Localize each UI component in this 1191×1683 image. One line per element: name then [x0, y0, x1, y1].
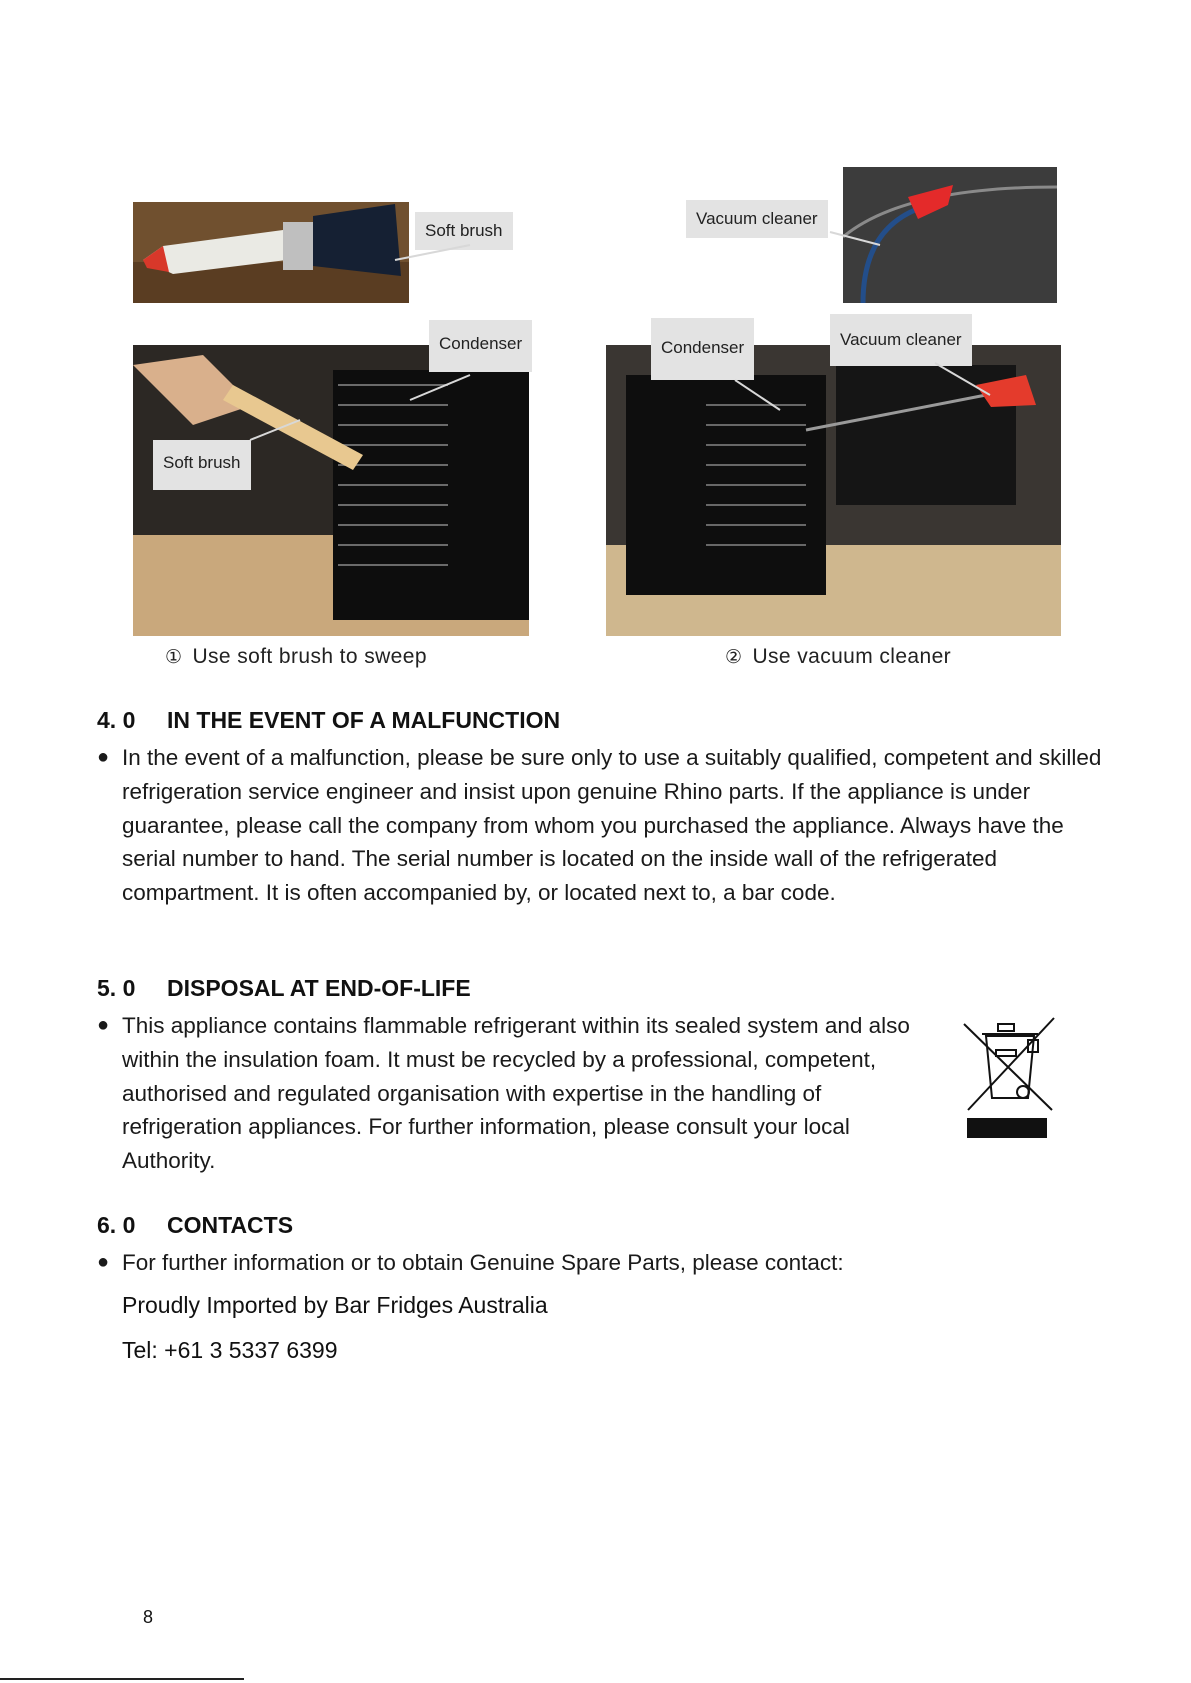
bullet-icon: ●: [97, 1014, 110, 1036]
section-title: IN THE EVENT OF A MALFUNCTION: [167, 707, 561, 733]
contacts-text: For further information or to obtain Genuine Spare Parts, please contact:: [122, 1250, 844, 1275]
section-title: CONTACTS: [167, 1212, 294, 1238]
caption-number-1: ①: [165, 646, 183, 668]
disposal-paragraph: [97, 1009, 937, 1178]
condenser-callout-left: Condenser: [429, 320, 532, 372]
contacts-paragraph: [97, 1246, 1097, 1280]
brush-condenser-photo: [133, 345, 529, 636]
soft-brush-callout-left: Soft brush: [153, 440, 251, 490]
vacuum-condenser-illustration: [606, 345, 1061, 636]
caption-number-2: ②: [725, 646, 743, 668]
vacuum-cleaner-callout-right: Vacuum cleaner: [830, 314, 972, 366]
soft-brush-illustration: [133, 202, 409, 303]
section-number: 6. 0: [97, 1212, 136, 1238]
crossed-out-wheelie-bin-icon: [962, 1014, 1058, 1138]
caption-soft-brush: [165, 645, 427, 669]
soft-brush-callout: Soft brush: [415, 212, 513, 250]
section-heading-malfunction: [97, 707, 560, 734]
bullet-icon: ●: [97, 1251, 110, 1273]
section-number: 5. 0: [97, 975, 136, 1001]
footer-rule: [0, 1678, 244, 1680]
section-number: 4. 0: [97, 707, 136, 733]
disposal-text: This appliance contains flammable refrigerant within its sealed system and also within the insulation foam. It must be recycled by a professional, competent, authorised and regulated organisation with expertise in the handling of refrigeration appliances. For further information, please consult your local Authority.: [122, 1013, 910, 1174]
bullet-icon: ●: [97, 746, 110, 768]
section-heading-disposal: [97, 975, 471, 1002]
soft-brush-photo: [133, 202, 409, 303]
vacuum-cleaner-photo: [843, 167, 1057, 303]
caption-text-1: Use soft brush to sweep: [192, 645, 427, 668]
section-title: DISPOSAL AT END-OF-LIFE: [167, 975, 471, 1001]
vacuum-cleaner-callout: Vacuum cleaner: [686, 200, 828, 238]
vacuum-cleaner-illustration: [843, 167, 1057, 303]
importer-line: Proudly Imported by Bar Fridges Australia: [122, 1292, 548, 1318]
vacuum-condenser-photo: [606, 345, 1061, 636]
caption-text-2: Use vacuum cleaner: [752, 645, 952, 668]
caption-vacuum: [725, 645, 951, 669]
malfunction-paragraph: [97, 741, 1102, 910]
page-number: 8: [143, 1607, 154, 1627]
condenser-callout-right: Condenser: [651, 318, 754, 380]
phone-line: Tel: +61 3 5337 6399: [122, 1337, 338, 1363]
section-heading-contacts: [97, 1212, 293, 1239]
brush-condenser-illustration: [133, 345, 529, 636]
malfunction-text: In the event of a malfunction, please be sure only to use a suitably qualified, competent and skilled refrigeration service engineer and insist upon genuine Rhino parts. If the appliance is under guarantee, please call the company from whom you purchased the appliance. Always have the serial number to hand. The serial number is located on the inside wall of the refrigerated compartment. It is often accompanied by, or located next to, a bar code.: [122, 745, 1102, 906]
